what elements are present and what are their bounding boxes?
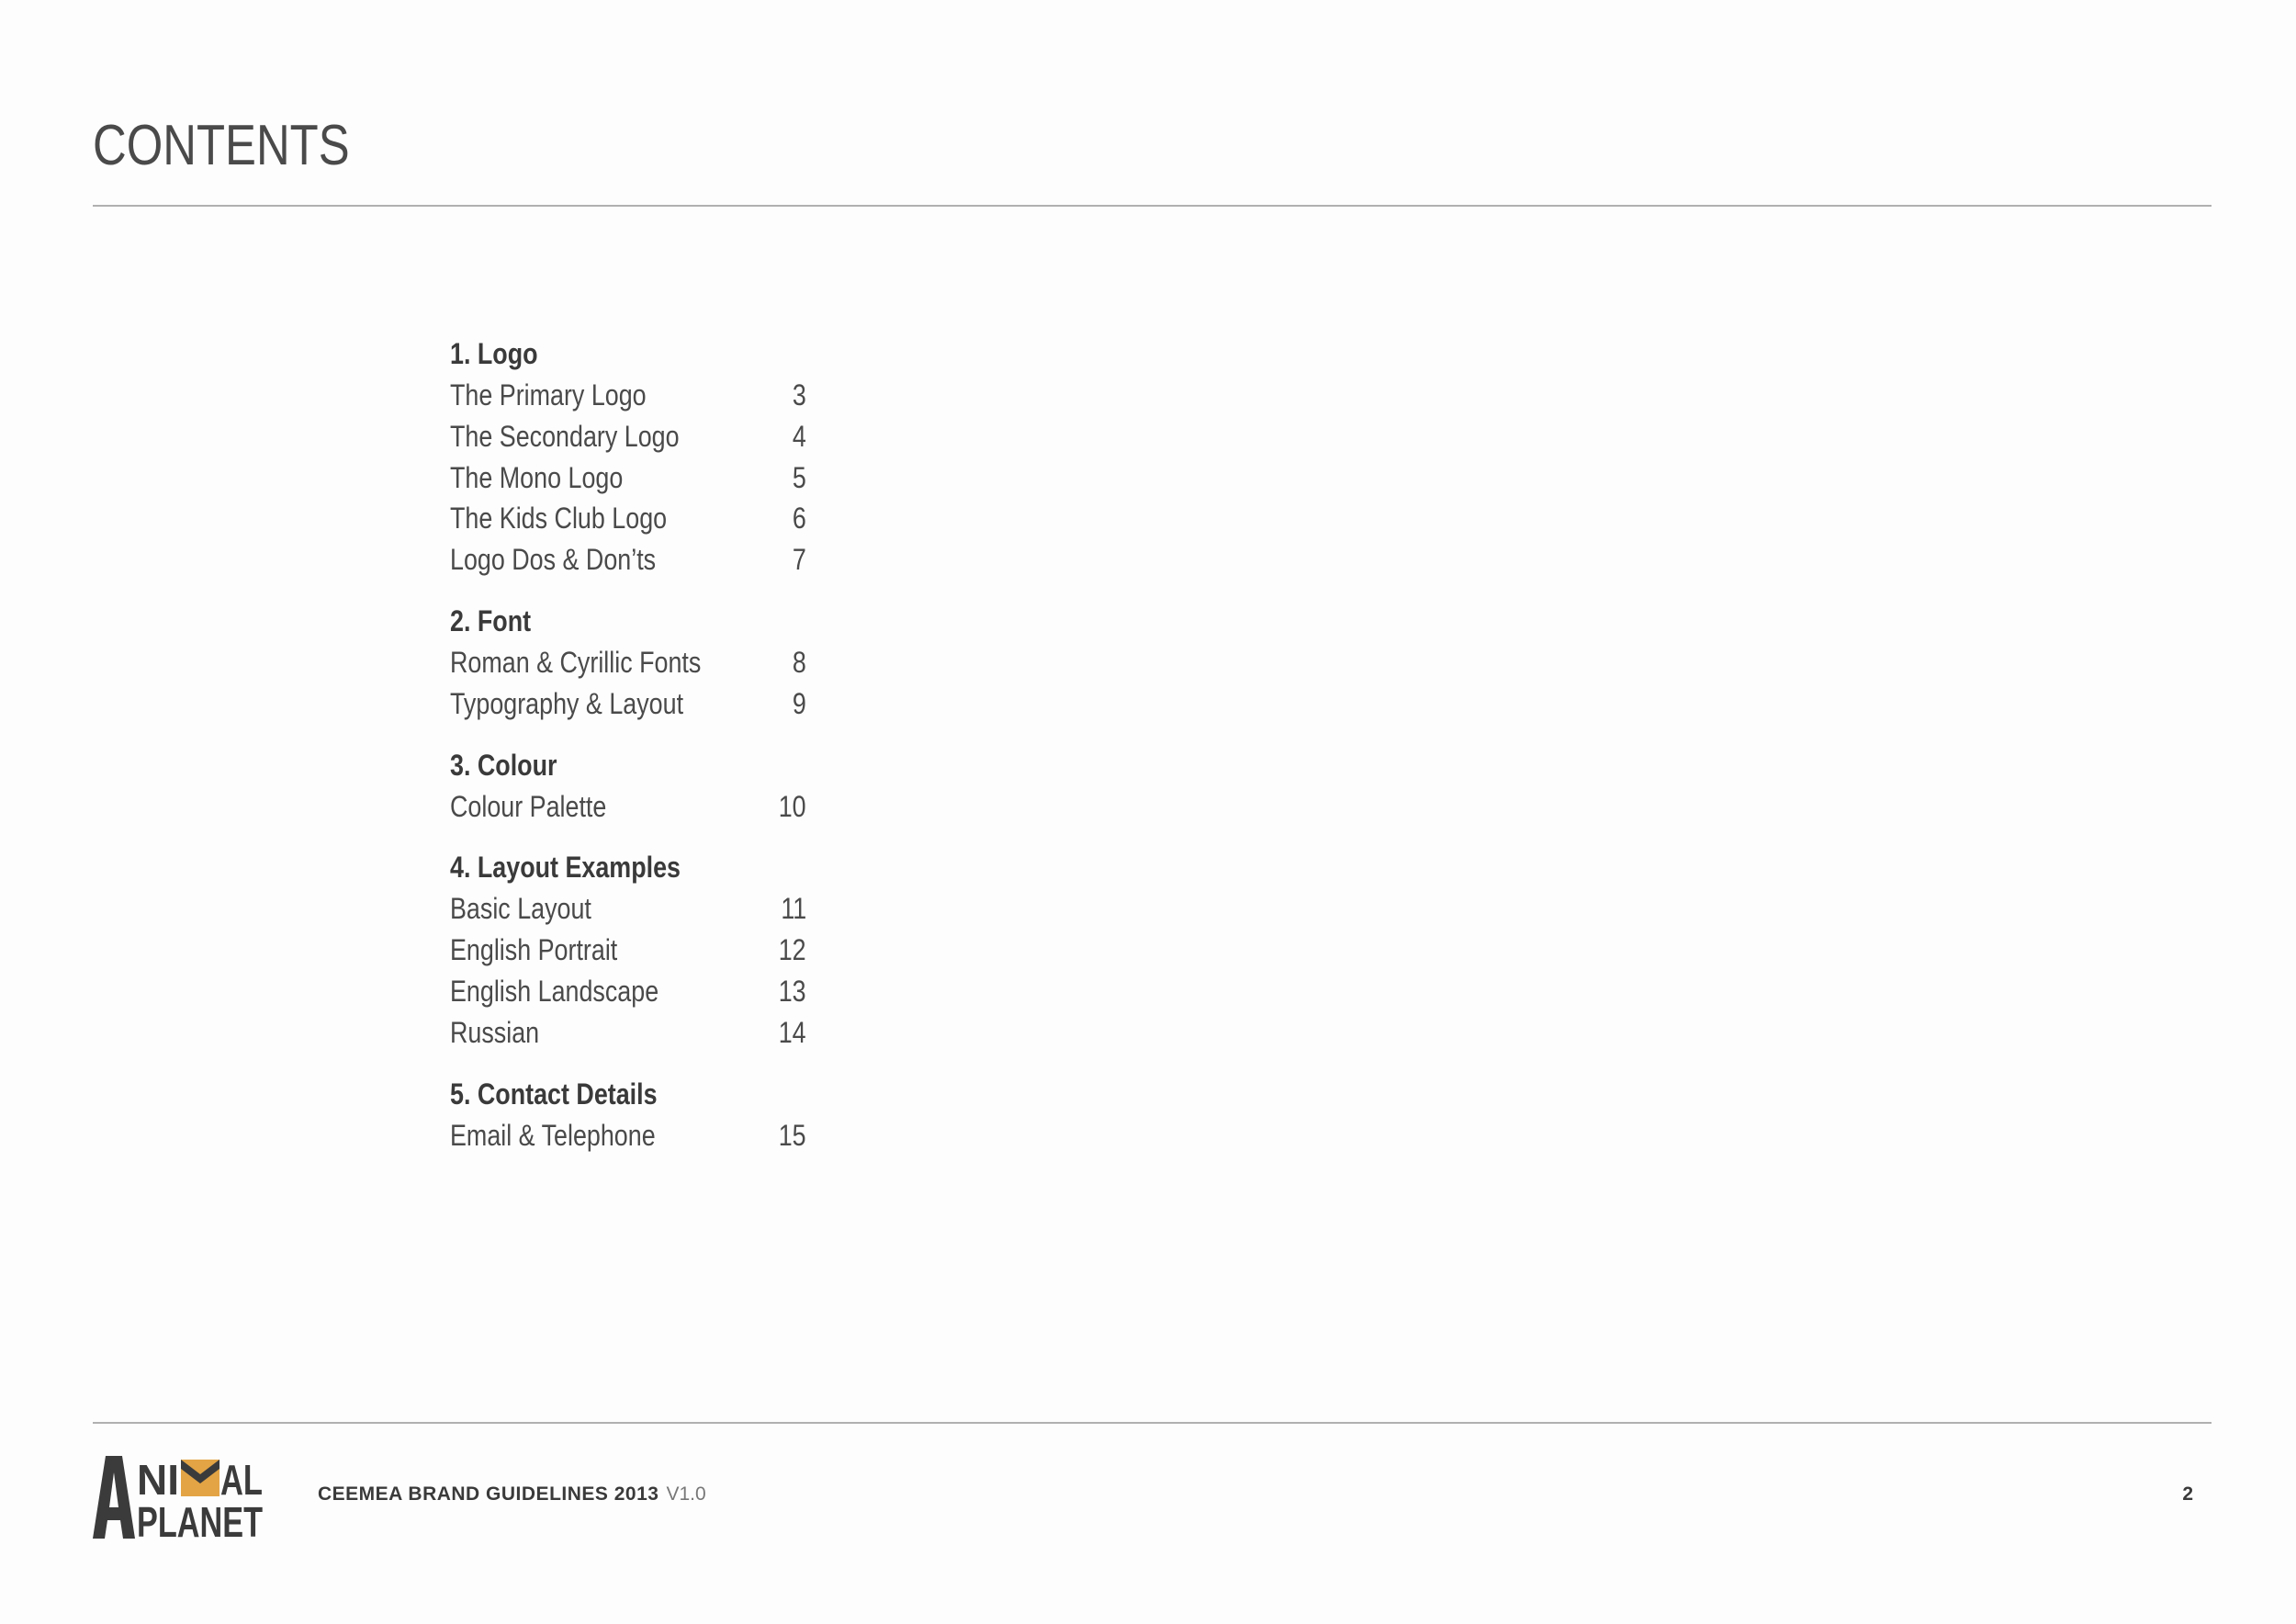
page-title: CONTENTS (93, 114, 350, 177)
logo-text-ni: NI (137, 1456, 179, 1504)
toc-section-heading-text: 3. Colour (450, 748, 557, 782)
toc-entry-page-number: 13 (779, 974, 806, 1008)
footer-title (318, 1481, 706, 1508)
toc-section-heading (450, 1074, 817, 1115)
toc-entry[interactable] (450, 457, 817, 499)
page-number: 2 (2182, 1483, 2193, 1505)
toc-section (450, 601, 817, 725)
table-of-contents (450, 333, 817, 1176)
toc-section-heading (450, 745, 817, 786)
toc-entry-label: Logo Dos & Don’ts (450, 543, 657, 577)
toc-entry-page-number: 8 (793, 645, 806, 679)
toc-section-heading (450, 847, 817, 888)
toc-entry[interactable] (450, 930, 817, 971)
toc-entry-label: Email & Telephone (450, 1118, 656, 1152)
toc-section-heading-text: 4. Layout Examples (450, 851, 681, 885)
toc-section-heading-text: 2. Font (450, 603, 532, 637)
footer-version: V1.0 (666, 1483, 706, 1505)
toc-section (450, 333, 817, 581)
toc-entry-page-number: 10 (779, 789, 806, 823)
toc-entry[interactable] (450, 1115, 817, 1156)
toc-entry-page-number: 12 (779, 933, 806, 967)
logo-text-planet: PLANET (137, 1498, 263, 1546)
toc-entry[interactable] (450, 498, 817, 539)
toc-entry-page-number: 15 (779, 1118, 806, 1152)
toc-entry-page-number: 9 (793, 686, 806, 720)
toc-entry[interactable] (450, 1012, 817, 1054)
toc-entry-label: The Primary Logo (450, 378, 647, 412)
toc-section-heading (450, 601, 817, 642)
toc-entry-page-number: 11 (781, 892, 806, 926)
toc-entry[interactable] (450, 642, 817, 683)
toc-entry-label: Basic Layout (450, 892, 591, 926)
toc-entry-label: The Kids Club Logo (450, 502, 668, 536)
toc-entry-label: Russian (450, 1015, 540, 1049)
toc-section (450, 745, 817, 828)
toc-entry-label: English Portrait (450, 933, 618, 967)
toc-section (450, 1074, 817, 1156)
header-divider (93, 205, 2212, 207)
toc-entry[interactable] (450, 416, 817, 457)
toc-entry-label: Typography & Layout (450, 686, 684, 720)
toc-section-heading-text: 1. Logo (450, 337, 538, 370)
toc-entry-page-number: 14 (779, 1015, 806, 1049)
toc-section (450, 847, 817, 1053)
toc-section-heading-text: 5. Contact Details (450, 1077, 658, 1111)
toc-entry[interactable] (450, 971, 817, 1012)
logo-text-al: AL (220, 1456, 263, 1504)
toc-entry-label: English Landscape (450, 974, 659, 1008)
toc-entry-page-number: 5 (793, 460, 806, 494)
toc-entry[interactable] (450, 888, 817, 930)
footer-brand: CEEMEA BRAND GUIDELINES 2013 (318, 1483, 659, 1505)
toc-entry-label: Roman & Cyrillic Fonts (450, 645, 702, 679)
toc-entry[interactable] (450, 786, 817, 828)
toc-entry[interactable] (450, 539, 817, 581)
footer-divider (93, 1422, 2212, 1424)
toc-entry-label: The Secondary Logo (450, 419, 680, 453)
toc-section-heading (450, 333, 817, 375)
toc-entry-label: The Mono Logo (450, 460, 624, 494)
animal-planet-logo (93, 1454, 264, 1546)
toc-entry-label: Colour Palette (450, 789, 607, 823)
toc-entry[interactable] (450, 375, 817, 416)
toc-entry-page-number: 3 (793, 378, 806, 412)
toc-entry-page-number: 6 (793, 502, 806, 536)
toc-entry-page-number: 7 (793, 543, 806, 577)
toc-entry[interactable] (450, 683, 817, 725)
toc-entry-page-number: 4 (793, 419, 806, 453)
